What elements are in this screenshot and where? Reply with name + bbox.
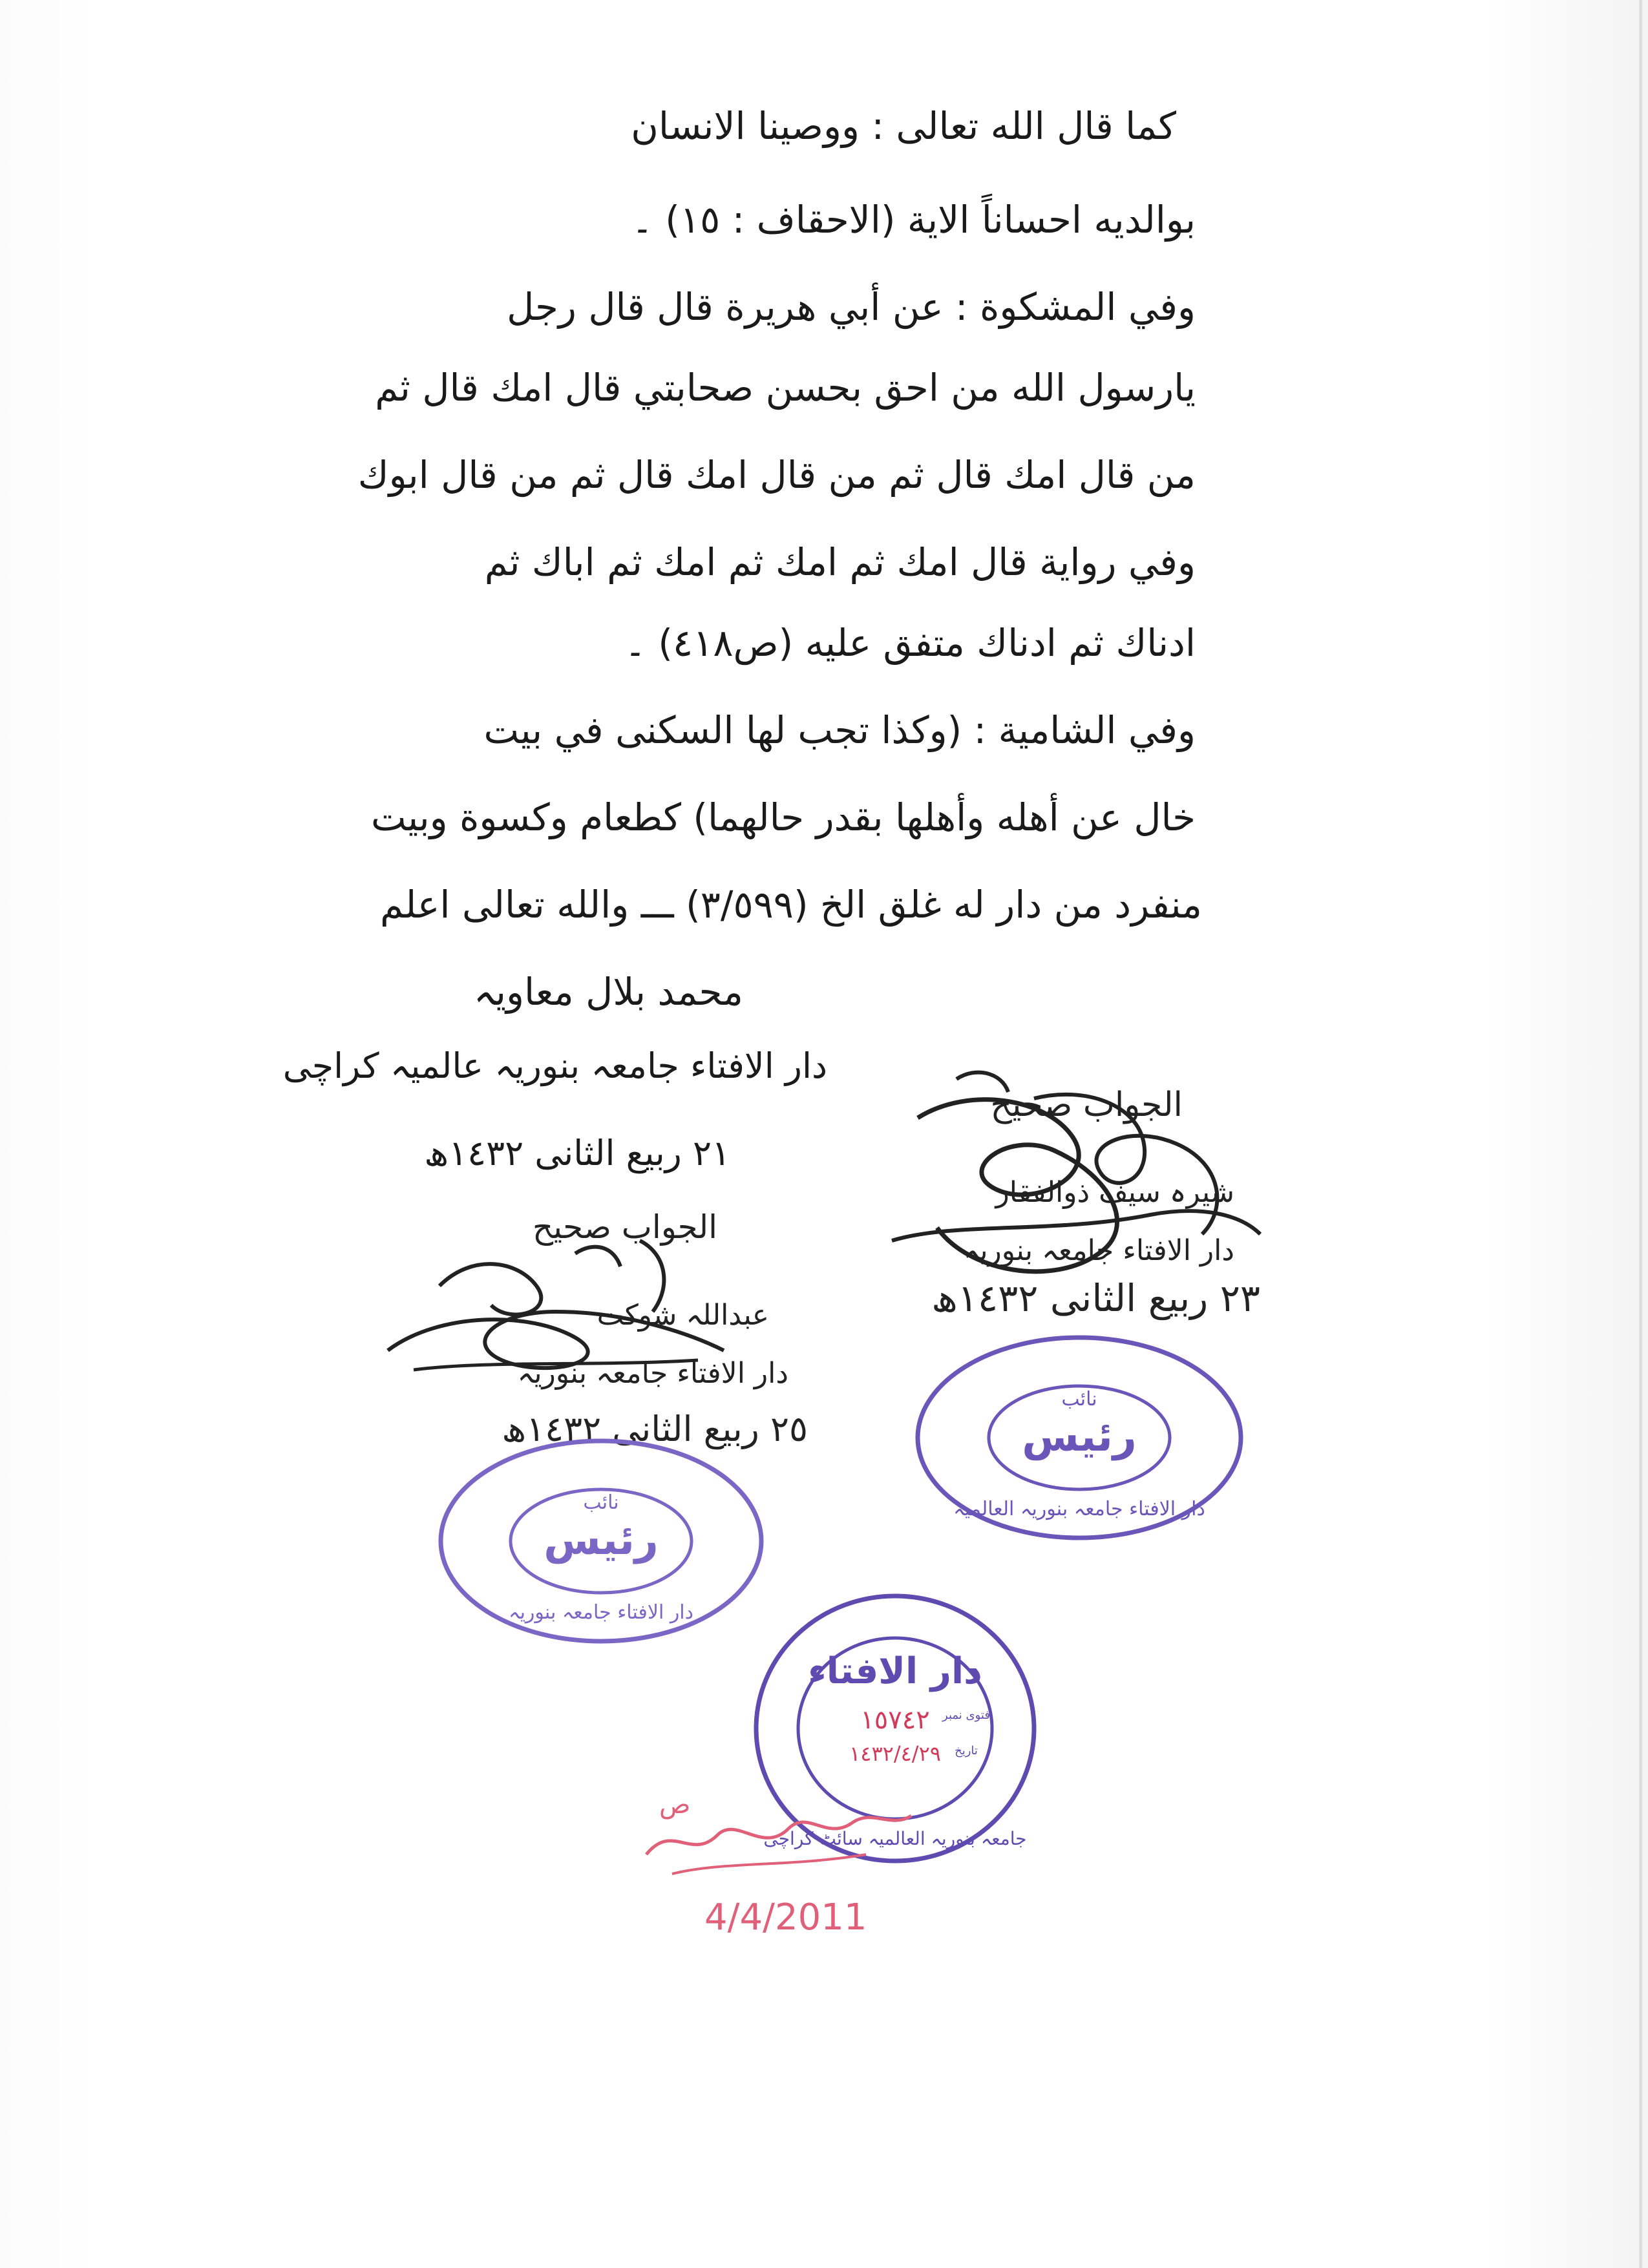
endorsement-right-signatory: شیرہ سیف ذوالفقار: [995, 1176, 1234, 1209]
text-line-6: وفي رواية قال امك ثم امك ثم امك ثم اباك ثم: [484, 540, 1196, 584]
text-line-9: خال عن أهله وأهلها بقدر حالهما) كطعام وكسوة وبيت: [371, 795, 1196, 839]
endorsement-right-date: ٢٣ ربیع الثانی ١٤٣٢ھ: [931, 1276, 1260, 1320]
seal-round-date: ١٤٣٢/٤/٢٩: [849, 1741, 941, 1766]
seal-oval-left-line-2: رئيس: [544, 1517, 659, 1564]
text-line-4: يارسول الله من احق بحسن صحابتي قال امك قال ثم: [375, 366, 1196, 410]
seal-round-number-label: فتوی نمبر: [942, 1708, 990, 1722]
page-fold-right: [1639, 0, 1643, 2268]
seal-round-number: ١٥٧٤٢: [860, 1705, 930, 1735]
seal-oval-left-line-3: دار الافتاء جامعہ بنوریہ: [509, 1601, 693, 1624]
text-line-10: منفرد من دار له غلق الخ (٣/٥٩٩) ـــ والله تعالى اعلم: [380, 883, 1202, 927]
seal-oval-left-line-1: نائب: [583, 1491, 619, 1514]
endorsement-left-signatory: عبداللہ شوکت: [597, 1299, 769, 1332]
seal-round-line-1: دار الافتاء: [808, 1650, 982, 1692]
seal-oval-right-line-1: نائب: [1061, 1388, 1097, 1411]
seal-round-line-2: جامعہ بنوریہ العالمیہ سائٹ کراچی: [763, 1828, 1027, 1849]
seal-oval-right-line-2: رئيس: [1022, 1413, 1137, 1461]
text-line-7: ادناك ثم ادناك متفق عليه (ص٤١٨) ۔: [624, 621, 1196, 665]
text-line-2: بوالديه احساناً الاية (الاحقاف : ١٥) ۔: [631, 198, 1196, 242]
seal-oval-right: [911, 1331, 1247, 1544]
text-line-1: كما قال الله تعالى : ووصينا الانسان: [631, 104, 1176, 148]
endorsement-left-date: ٢٥ ربیع الثانی ١٤٣٢ھ: [502, 1409, 808, 1449]
endorsement-right-institution: دار الافتاء جامعہ بنوریہ: [963, 1234, 1234, 1267]
text-line-3: وفي المشكوة : عن أبي هريرة قال قال رجل: [507, 285, 1196, 329]
pink-registration-date: 4/4/2011: [704, 1896, 867, 1938]
author-institution: دار الافتاء جامعہ بنوریہ عالمیہ کراچی: [282, 1045, 827, 1086]
text-line-8: وفي الشامية : (وكذا تجب لها السكنى في بيت: [483, 708, 1196, 752]
seal-round-date-label: تاریخ: [955, 1744, 978, 1758]
endorsement-left-heading: الجواب صحیح: [532, 1208, 717, 1246]
author-name: محمد بلال معاویہ: [473, 970, 743, 1014]
pink-initials: ص: [659, 1790, 691, 1820]
author-date: ٢١ ربیع الثانی ١٤٣٢ھ: [424, 1133, 730, 1173]
seal-oval-left: [433, 1434, 769, 1648]
text-line-5: من قال امك قال ثم من قال امك قال ثم من قال ابوك: [357, 453, 1196, 497]
seal-oval-right-line-3: دار الافتاء جامعہ بنوریہ العالمیہ: [953, 1498, 1205, 1520]
endorsement-left-institution: دار الافتاء جامعہ بنوریہ: [517, 1357, 788, 1390]
endorsement-right-heading: الجواب صحیح: [990, 1086, 1183, 1124]
